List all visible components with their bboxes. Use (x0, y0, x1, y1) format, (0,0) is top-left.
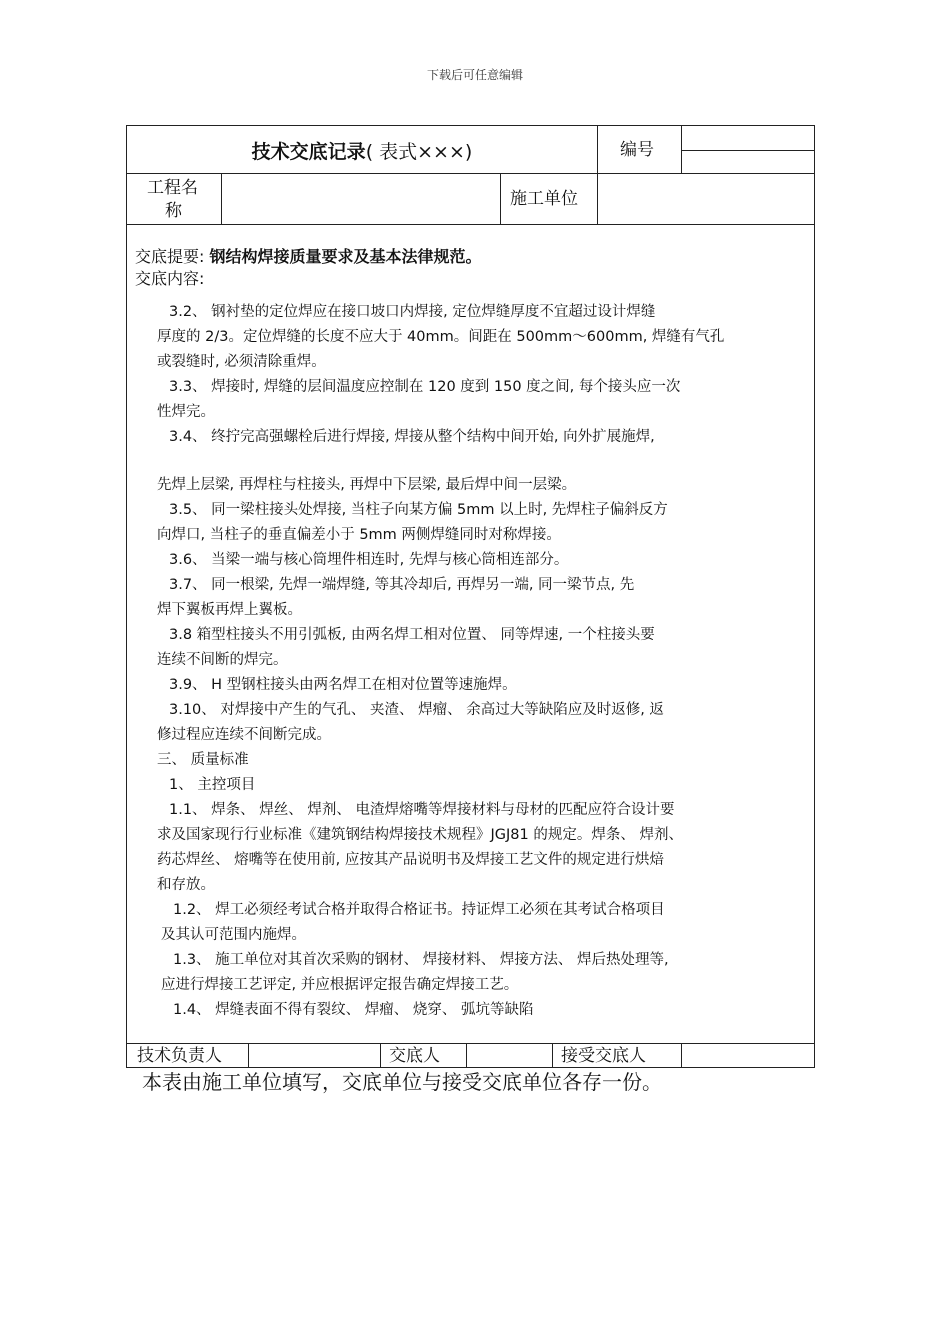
form-title-suffix: ( 表式×××) (365, 140, 473, 163)
content-line: 3.5、 同一梁柱接头处焊接, 当柱子向某方偏 5mm 以上时, 先焊柱子偏斜反方 (169, 502, 668, 518)
summary-text: 钢结构焊接质量要求及基本法律规范。 (209, 247, 482, 266)
footer-note: 本表由施工单位填写，交底单位与接受交底单位各存一份。 (142, 1070, 662, 1094)
content-label: 交底内容: (135, 269, 205, 288)
receiver-label: 接受交底人 (561, 1046, 646, 1066)
footer-divider-4 (552, 1044, 553, 1068)
number-value-top[interactable] (682, 126, 814, 150)
content-line: 3.8 箱型柱接头不用引弧板, 由两名焊工相对位置、 同等焊速, 一个柱接头要 (169, 627, 655, 643)
number-label: 编号 (620, 140, 654, 160)
content-line: 向焊口, 当柱子的垂直偏差小于 5mm 两侧焊缝同时对称焊接。 (157, 527, 561, 543)
content-line: 1.4、 焊缝表面不得有裂纹、 焊瘤、 烧穿、 弧坑等缺陷 (173, 1002, 534, 1018)
project-name-label-line1: 工程名 (147, 178, 198, 198)
project-name-label-line2: 称 (165, 201, 182, 221)
content-line: 1、 主控项目 (169, 777, 256, 793)
content-line: 厚度的 2/3。定位焊缝的长度不应大于 40mm。间距在 500mm～600mm, 焊缝有气孔 (157, 329, 725, 345)
tech-lead-value[interactable] (249, 1044, 380, 1068)
row-divider-2 (127, 224, 814, 225)
number-value-bottom[interactable] (682, 151, 814, 173)
form-title-main: 技术交底记录 (251, 140, 366, 163)
summary-label: 交底提要: (135, 247, 210, 266)
content-line: 连续不间断的焊完。 (157, 652, 288, 668)
content-line: 性焊完。 (157, 404, 215, 420)
content-line: 应进行焊接工艺评定, 并应根据评定报告确定焊接工艺。 (161, 977, 519, 993)
content-line: 三、 质量标准 (157, 752, 249, 768)
content-line: 药芯焊丝、 熔嘴等在使用前, 应按其产品说明书及焊接工艺文件的规定进行烘焙 (157, 852, 664, 868)
content-line: 焊下翼板再焊上翼板。 (157, 602, 302, 618)
content-line: 及其认可范围内施焊。 (161, 927, 306, 943)
disclosure-form (126, 125, 815, 1068)
receiver-value[interactable] (682, 1044, 814, 1068)
content-line: 1.1、 焊条、 焊丝、 焊剂、 电渣焊熔嘴等焊接材料与母材的匹配应符合设计要 (169, 802, 675, 818)
discloser-label: 交底人 (389, 1046, 440, 1066)
content-line: 3.6、 当梁一端与核心筒埋件相连时, 先焊与核心筒相连部分。 (169, 552, 569, 568)
unit-label-left-divider (500, 174, 501, 225)
content-line: 修过程应连续不间断完成。 (157, 727, 331, 743)
header-note: 下载后可任意编辑 (426, 68, 523, 82)
content-line: 1.3、 施工单位对其首次采购的钢材、 焊接材料、 焊接方法、 焊后热处理等, (173, 952, 669, 968)
content-line: 1.2、 焊工必须经考试合格并取得合格证书。持证焊工必须在其考试合格项目 (173, 902, 665, 918)
content-line: 或裂缝时, 必须清除重焊。 (157, 354, 326, 370)
tech-lead-label: 技术负责人 (137, 1046, 222, 1066)
construction-unit-label: 施工单位 (510, 189, 578, 209)
project-name-value[interactable] (222, 174, 500, 224)
content-line: 先焊上层梁, 再焊柱与柱接头, 再焊中下层梁, 最后焊中间一层梁。 (157, 477, 577, 493)
form-title (127, 126, 597, 174)
content-line: 3.2、 钢衬垫的定位焊应在接口坡口内焊接, 定位焊缝厚度不宜超过设计焊缝 (169, 304, 656, 320)
content-line: 3.4、 终拧完高强螺栓后进行焊接, 焊接从整个结构中间开始, 向外扩展施焊, (169, 429, 655, 445)
title-number-divider (597, 126, 598, 174)
footer-divider-2 (380, 1044, 381, 1068)
content-line: 和存放。 (157, 877, 215, 893)
disclosure-summary (135, 246, 810, 290)
discloser-value[interactable] (467, 1044, 552, 1068)
construction-unit-value[interactable] (598, 174, 814, 224)
content-line: 3.9、 H 型钢柱接头由两名焊工在相对位置等速施焊。 (169, 677, 517, 693)
content-line: 3.3、 焊接时, 焊缝的层间温度应控制在 120 度到 150 度之间, 每个接头应一次 (169, 379, 681, 395)
content-line: 3.7、 同一根梁, 先焊一端焊缝, 等其冷却后, 再焊另一端, 同一梁节点, 先 (169, 577, 635, 593)
content-line: 求及国家现行行业标准《建筑钢结构焊接技术规程》JGJ81 的规定。焊条、 焊剂、 (157, 827, 683, 843)
content-line: 3.10、 对焊接中产生的气孔、 夹渣、 焊瘤、 余高过大等缺陷应及时返修, 返 (169, 702, 664, 718)
summary-line (135, 246, 810, 268)
